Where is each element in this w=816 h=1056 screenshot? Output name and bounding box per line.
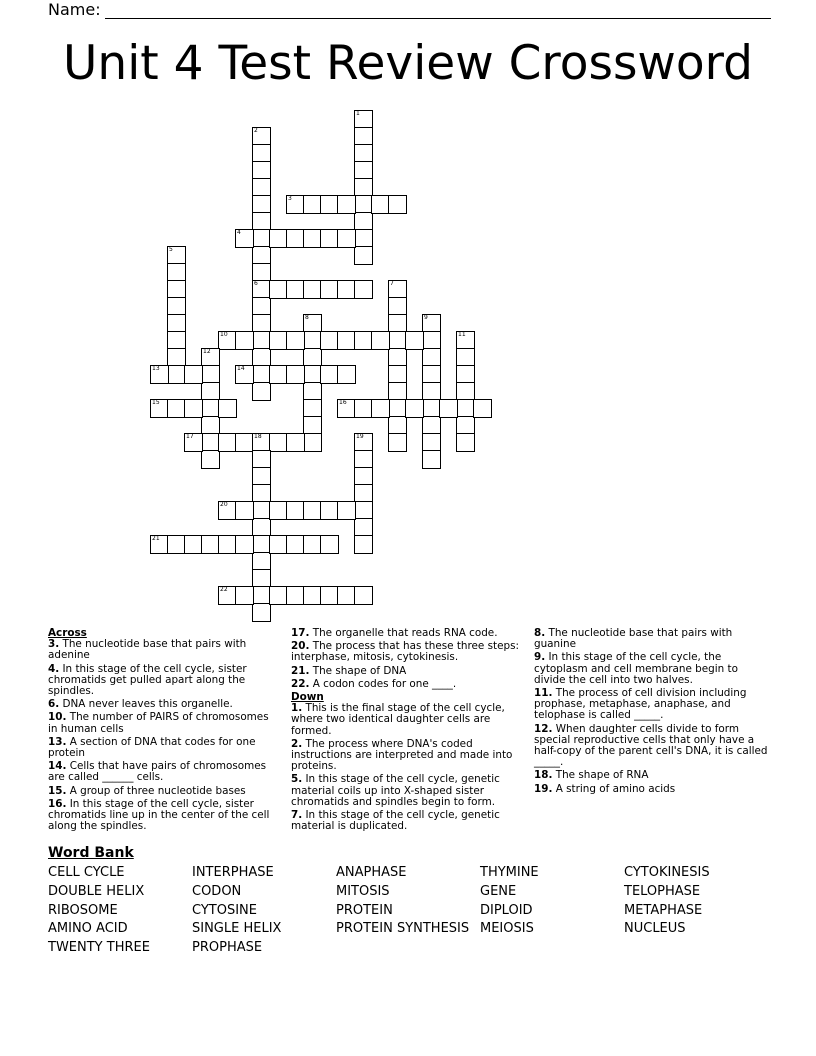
word-bank-item: AMINO ACID	[48, 921, 128, 937]
down-heading: Down	[291, 691, 324, 704]
clue-number-label: 10.	[48, 711, 67, 724]
across-heading: Across	[48, 627, 87, 639]
word-bank-item: DIPLOID	[480, 902, 533, 918]
clue	[534, 784, 770, 795]
clue-text: A group of three nucleotide bases	[66, 784, 246, 797]
clue-number-label: 12.	[534, 722, 553, 735]
clue	[48, 786, 280, 797]
clue	[534, 628, 770, 650]
clue-number-label: 17.	[291, 627, 310, 639]
grid-cell[interactable]	[235, 501, 254, 520]
grid-cell[interactable]	[235, 586, 254, 605]
clue-text: The process that has these three steps: interphase, mitosis, cytokinesis.	[291, 640, 519, 664]
clue	[291, 810, 521, 832]
clue-number-label: 11.	[534, 687, 553, 700]
clue-text: When daughter cells divide to form special reproductive cells that only have a half-copy of the parent cell's DNA, it is called _____.	[534, 722, 768, 769]
clue-number: 9	[424, 314, 428, 321]
clue-text: A codon codes for one ____.	[309, 677, 457, 690]
clue	[291, 739, 521, 773]
name-label: Name:	[48, 0, 101, 19]
word-bank-item: INTERPHASE	[192, 865, 274, 880]
clue-text: The nucleotide base that pairs with adenine	[48, 638, 247, 662]
grid-cell[interactable]	[354, 280, 373, 299]
grid-cell[interactable]	[252, 603, 271, 622]
clue	[291, 703, 521, 737]
clue-number: 2	[254, 127, 258, 134]
clue-text: The number of PAIRS of chromosomes in human cells	[48, 711, 269, 735]
word-bank-item: SINGLE HELIX	[192, 921, 282, 937]
clue	[534, 652, 770, 686]
word-bank-item: ANAPHASE	[336, 865, 407, 880]
clue-number-label: 7.	[291, 809, 303, 822]
grid-cell[interactable]	[439, 399, 458, 418]
grid-cell[interactable]	[201, 450, 220, 469]
word-bank-item: TWENTY THREE	[48, 940, 150, 956]
clue	[534, 770, 770, 781]
grid-cell[interactable]	[218, 399, 237, 418]
grid-cell[interactable]	[405, 331, 424, 350]
word-bank-column-4	[480, 864, 539, 939]
clue-number: 22	[220, 586, 228, 593]
word-bank-item: MEIOSIS	[480, 921, 534, 937]
grid-cell[interactable]	[337, 229, 356, 248]
grid-cell[interactable]	[235, 365, 254, 384]
word-bank-item: CYTOKINESIS	[624, 865, 710, 880]
clue-text: In this stage of the cell cycle, sister chromatids get pulled apart along the spindles.	[48, 662, 247, 698]
grid-cell[interactable]	[371, 331, 390, 350]
clue-number-label: 1.	[291, 702, 303, 715]
word-bank-item: PROTEIN SYNTHESIS	[336, 921, 470, 937]
clue	[534, 688, 770, 722]
clue	[291, 679, 521, 690]
word-bank-item: CELL CYCLE	[48, 865, 125, 880]
grid-cell[interactable]	[354, 586, 373, 605]
clue-number-label: 20.	[291, 640, 310, 653]
word-bank-title: Word Bank	[48, 845, 134, 861]
clue-number: 18	[254, 433, 262, 440]
clue-text: Cells that have pairs of chromosomes are called ______ cells.	[48, 760, 267, 784]
grid-cell[interactable]	[337, 195, 356, 214]
clue-number-label: 18.	[534, 769, 553, 782]
grid-cell[interactable]	[252, 382, 271, 401]
clue	[534, 724, 770, 769]
clue-number: 5	[169, 246, 173, 253]
grid-cell[interactable]	[150, 365, 169, 384]
clue-number: 19	[356, 433, 364, 440]
word-bank-item: RIBOSOME	[48, 902, 118, 918]
grid-cell[interactable]	[303, 433, 322, 452]
clue-number: 15	[152, 399, 160, 406]
clue-text: In this stage of the cell cycle, the cytoplasm and cell membrane begin to divide the cell into two halves.	[534, 651, 738, 686]
clue	[48, 799, 280, 833]
clue-text: The nucleotide base that pairs with guanine	[534, 627, 733, 651]
grid-cell[interactable]	[405, 399, 424, 418]
clue-number-label: 13.	[48, 735, 67, 748]
word-bank-item: THYMINE	[480, 865, 539, 880]
grid-cell[interactable]	[388, 195, 407, 214]
grid-cell[interactable]	[473, 399, 492, 418]
clue	[48, 737, 280, 759]
grid-cell[interactable]	[184, 399, 203, 418]
clues-column-2	[291, 628, 521, 834]
clue-text: The organelle that reads RNA code.	[309, 627, 498, 639]
word-bank-item: MITOSIS	[336, 883, 390, 899]
clue-text: DNA never leaves this organelle.	[59, 698, 233, 711]
page-title: Unit 4 Test Review Crossword	[63, 36, 753, 91]
clue-text: The process of cell division including prophase, metaphase, anaphase, and telophase is called _____.	[534, 687, 747, 722]
grid-cell[interactable]	[235, 331, 254, 350]
grid-cell[interactable]	[388, 433, 407, 452]
clue	[48, 639, 280, 661]
clue-number-label: 19.	[534, 782, 553, 795]
clue-number: 12	[203, 348, 211, 355]
clues-column-1	[48, 628, 280, 834]
clue-text: The shape of DNA	[309, 664, 407, 677]
clue-text: In this stage of the cell cycle, sister chromatids line up in the center of the cell along the spindles.	[48, 797, 270, 833]
clue	[48, 699, 280, 710]
clue-number-label: 21.	[291, 664, 310, 677]
clue-text: The shape of RNA	[552, 769, 649, 782]
clue-text: The process where DNA's coded instructions are interpreted and made into proteins.	[291, 737, 513, 773]
word-bank-item: PROPHASE	[192, 940, 263, 956]
clue	[48, 712, 280, 734]
word-bank-item: DOUBLE HELIX	[48, 883, 145, 899]
word-bank-item: GENE	[480, 883, 517, 899]
grid-cell[interactable]	[286, 365, 305, 384]
clue-text: A section of DNA that codes for one protein	[48, 735, 256, 760]
clue-number: 8	[305, 314, 309, 321]
clue-number-label: 6.	[48, 698, 60, 711]
clue	[291, 628, 521, 639]
clue-number-label: 5.	[291, 773, 303, 786]
grid-cell[interactable]	[337, 365, 356, 384]
grid-cell[interactable]	[320, 535, 339, 554]
word-bank-column-1	[48, 864, 150, 958]
word-bank-item: CYTOSINE	[192, 902, 257, 918]
word-bank-item: NUCLEUS	[624, 921, 686, 937]
clue-number: 10	[220, 331, 228, 338]
clue-text: In this stage of the cell cycle, genetic material is duplicated.	[291, 809, 500, 833]
clue-number: 1	[356, 110, 360, 117]
word-bank-item: PROTEIN	[336, 902, 393, 918]
clue	[291, 774, 521, 808]
grid-cell[interactable]	[286, 433, 305, 452]
clue	[291, 666, 521, 677]
clue-text: In this stage of the cell cycle, genetic material coils up into X-shaped sister chromatids and spindles begin to form.	[291, 773, 500, 808]
clue-number: 3	[288, 195, 292, 202]
grid-cell[interactable]	[456, 433, 475, 452]
grid-cell[interactable]	[354, 246, 373, 265]
clue-number-label: 14.	[48, 760, 67, 773]
clue-number: 13	[152, 365, 160, 372]
clue-number-label: 2.	[291, 737, 303, 750]
clue-number: 20	[220, 501, 228, 508]
grid-cell[interactable]	[235, 229, 254, 248]
clue-number: 11	[458, 331, 466, 338]
word-bank-column-5	[624, 864, 710, 939]
clue-number-label: 4.	[48, 662, 60, 675]
clue-number: 6	[254, 280, 258, 287]
grid-cell[interactable]	[184, 365, 203, 384]
clue-number-label: 22.	[291, 677, 310, 690]
grid-cell[interactable]	[286, 331, 305, 350]
clue-text: A string of amino acids	[552, 782, 676, 795]
grid-cell[interactable]	[235, 535, 254, 554]
clue-number: 17	[186, 433, 194, 440]
word-bank-item: TELOPHASE	[624, 883, 701, 899]
grid-cell[interactable]	[422, 450, 441, 469]
clue-number: 7	[390, 280, 394, 287]
clue-number: 16	[339, 399, 347, 406]
clue-number-label: 15.	[48, 784, 67, 797]
grid-cell[interactable]	[371, 399, 390, 418]
grid-cell[interactable]	[337, 501, 356, 520]
clue-number-label: 9.	[534, 651, 546, 664]
clue-number: 4	[237, 229, 241, 236]
grid-cell[interactable]	[354, 535, 373, 554]
clue-number: 14	[237, 365, 245, 372]
word-bank-item: METAPHASE	[624, 902, 703, 918]
clues-column-3	[534, 628, 770, 797]
word-bank-column-3	[336, 864, 469, 939]
clue-number-label: 8.	[534, 627, 546, 639]
clue	[48, 664, 280, 698]
clue-number-label: 16.	[48, 797, 67, 810]
word-bank-column-2	[192, 864, 281, 958]
clue-number: 21	[152, 535, 160, 542]
clue-number-label: 3.	[48, 638, 60, 651]
clue	[291, 641, 521, 663]
word-bank-item: CODON	[192, 883, 242, 899]
clue	[48, 761, 280, 783]
grid-cell[interactable]	[184, 433, 203, 452]
clue-text: This is the final stage of the cell cycle, where two identical daughter cells are formed.	[291, 702, 505, 737]
